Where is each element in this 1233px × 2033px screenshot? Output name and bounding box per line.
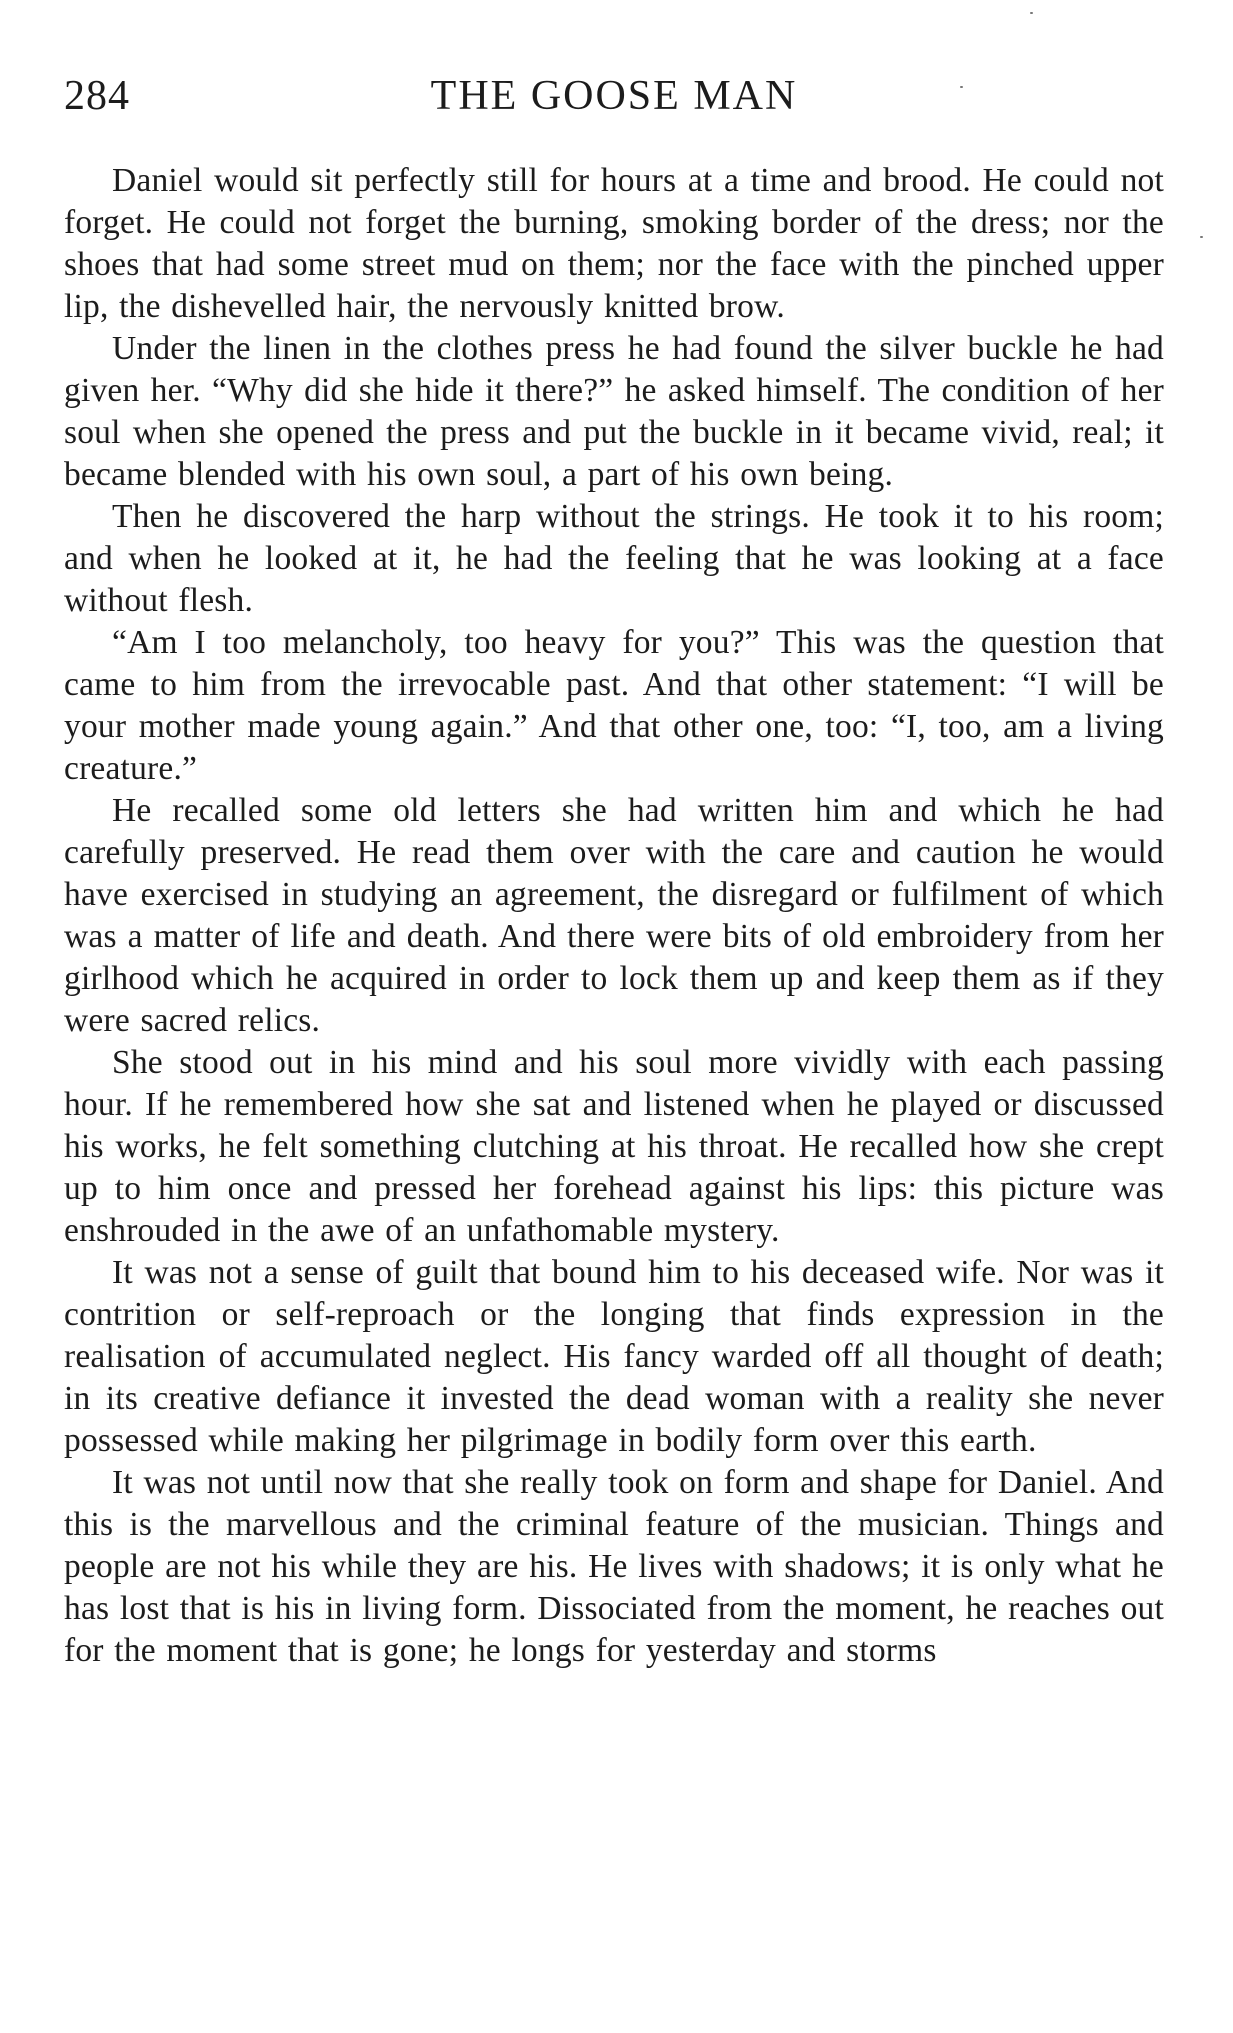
paragraph: Under the linen in the clothes press he had found the silver buckle he had given her. “Why did she hide it there?” he asked himself. The condition of her soul when she opened the press and put the buckle in it became vivid, real; it became blended with his own soul, a part of his own being. [64, 330, 1164, 493]
paragraph: It was not until now that she really took on form and shape for Daniel. And this is the marvellous and the criminal feature of the musician. Things and people are not his while they are his. He lives with shadows; it is only what he has lost that is his in living form. Dissociated from the moment, he reaches out for the moment that is gone; he longs for yesterday and storms [64, 1464, 1164, 1669]
body-text [64, 160, 1164, 1672]
paragraph: Daniel would sit perfectly still for hours at a time and brood. He could not forget. He could not forget the burning, smoking border of the dress; nor the shoes that had some street mud on them; nor the face with the pinched upper lip, the dishevelled hair, the nervously knitted brow. [64, 162, 1164, 325]
paragraph: Then he discovered the harp without the strings. He took it to his room; and when he looked at it, he had the feeling that he was looking at a face without flesh. [64, 498, 1164, 619]
paragraph: It was not a sense of guilt that bound him to his deceased wife. Nor was it contrition or self-reproach or the longing that finds expression in the realisation of accumulated neglect. His fancy warded off all thought of death; in its creative defiance it invested the dead woman with a reality she never possessed while making her pilgrimage in bodily form over this earth. [64, 1254, 1164, 1459]
running-head [64, 72, 1164, 136]
running-title: THE GOOSE MAN [430, 73, 798, 119]
page-number: 284 [64, 73, 130, 119]
scan-speck [1200, 236, 1203, 238]
scan-speck [1030, 12, 1033, 14]
paragraph: He recalled some old letters she had written him and which he had carefully preserved. He read them over with the care and caution he would have exercised in studying an agreement, the disregard or fulfilment of which was a matter of life and death. And there were bits of old embroidery from her girlhood which he acquired in order to lock them up and keep them as if they were sacred relics. [64, 792, 1164, 1039]
paragraph: “Am I too melancholy, too heavy for you?” This was the question that came to him from the irrevocable past. And that other statement: “I will be your mother made young again.” And that other one, too: “I, too, am a living creature.” [64, 624, 1164, 787]
scan-speck [960, 86, 963, 88]
paragraph: She stood out in his mind and his soul more vividly with each passing hour. If he remembered how she sat and listened when he played or discussed his works, he felt something clutching at his throat. He recalled how she crept up to him once and pressed her forehead against his lips: this picture was enshrouded in the awe of an unfathomable mystery. [64, 1044, 1164, 1249]
book-page [64, 72, 1164, 1672]
